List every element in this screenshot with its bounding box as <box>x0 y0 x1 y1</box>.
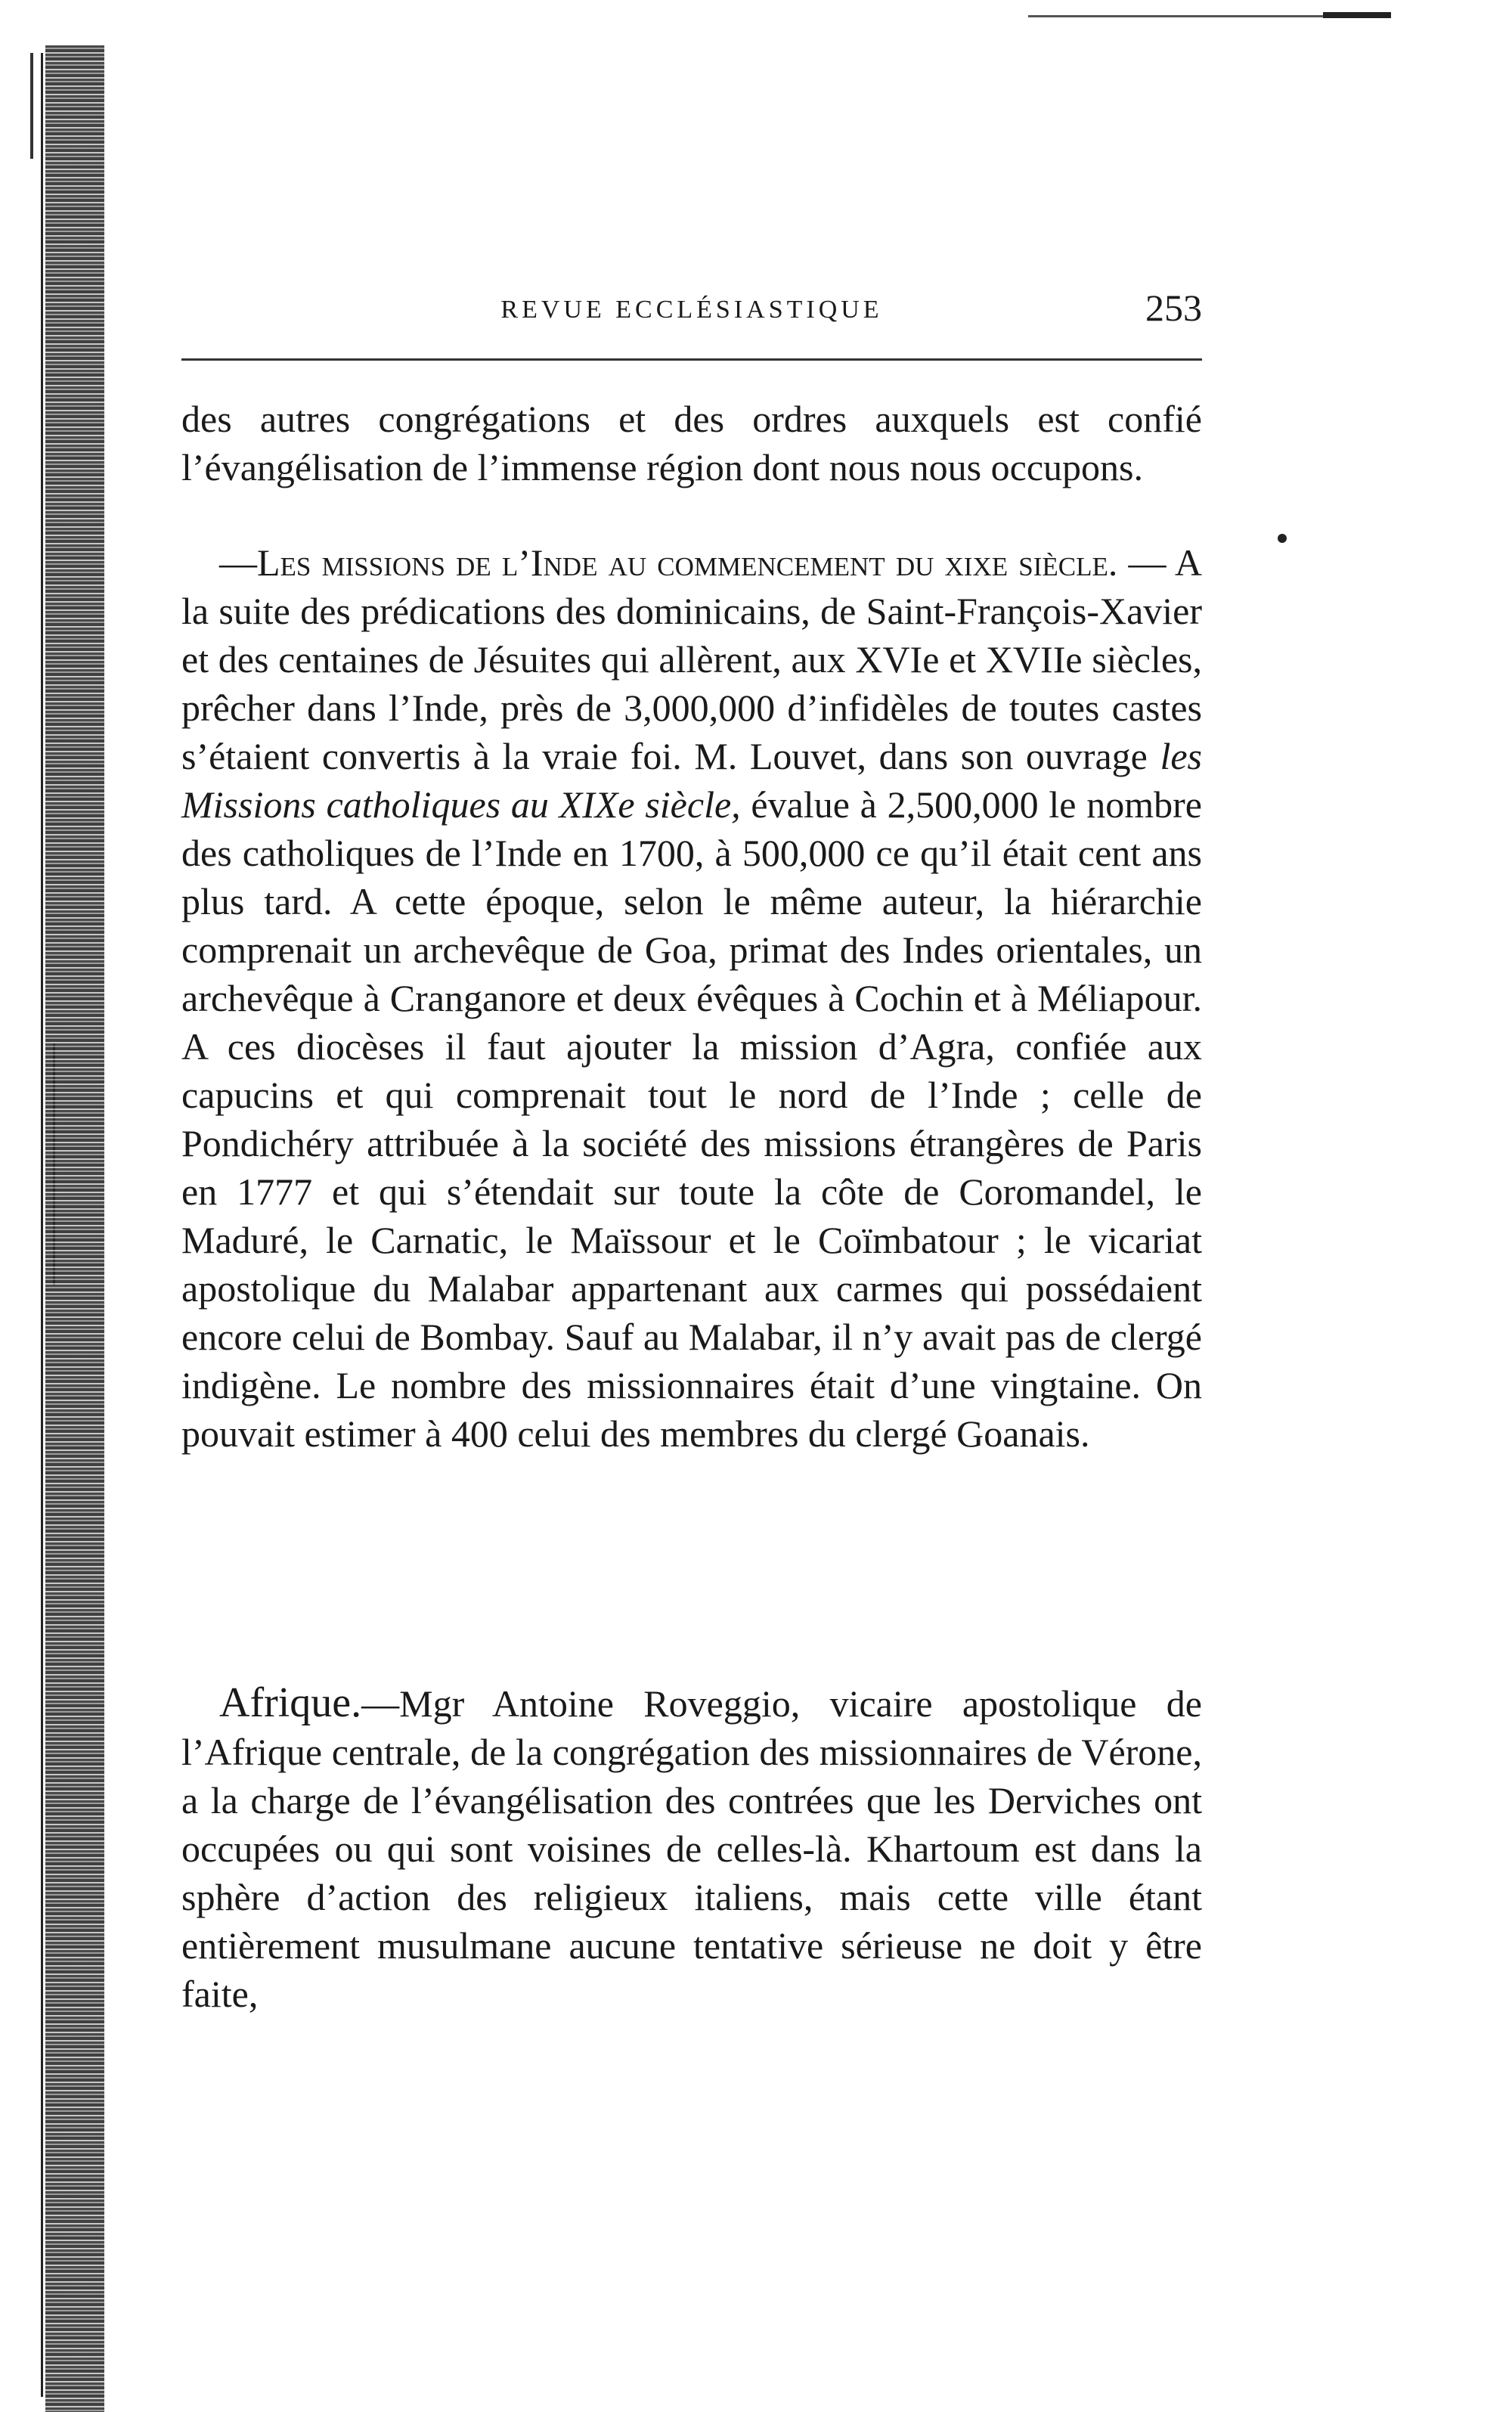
paragraph <box>181 1679 1202 2018</box>
header-rule <box>181 358 1202 361</box>
paragraph <box>181 395 1202 491</box>
paragraph-text: —Mgr Antoine Roveggio, vicaire apostolique de l’Afrique centrale, de la congrégation des missionnaires de Vérone, a la charge de l’évangélisation des contrées que les Derviches ont occupées ou qui sont voisines de celles-là. Khartoum est dans la sphère d’action des religieux italiens, mais cette ville étant entièrement musulmane aucune tentative sérieuse ne doit y être faite, <box>181 1682 1202 2015</box>
page-number: 253 <box>1145 287 1202 329</box>
section-heading: —Les missions de l’Inde au commencement du xixe siècle. <box>219 541 1118 584</box>
paragraph-text: — A la suite des prédications des dominicains, de Saint-François-Xavier et des centaines de Jésuites qui allèrent, aux XVIe et XVIIe siècles, prêcher dans l’Inde, près de 3,000,000 d’infidèles de toutes castes s’étaient convertis à la vraie foi. M. Louvet, dans son ouvrage <box>181 541 1202 777</box>
paragraph <box>181 538 1202 1458</box>
paragraph-text: des autres congrégations et des ordres auxquels est confié l’évangélisation de l’immense région dont nous nous occupons. <box>181 398 1202 488</box>
binding-edge <box>45 45 104 2412</box>
region-heading: Afrique. <box>219 1679 362 1726</box>
running-title: REVUE ECCLÉSIASTIQUE <box>500 296 883 324</box>
ink-mark <box>1278 534 1287 543</box>
cited-work-title: les Missions catholiques au XIXe siècle, <box>181 735 1202 826</box>
binding-edge-line <box>30 53 33 159</box>
running-head <box>181 287 1202 333</box>
top-edge-rule <box>1323 12 1391 18</box>
paragraph-text: évalue à 2,500,000 le nombre des catholiques de l’Inde en 1700, à 500,000 ce qu’il était cent ans plus tard. A cette époque, selon le même auteur, la hiérarchie comprenait un archevêque de Goa, primat des Indes orientales, un archevêque à Cranganore et deux évêques à Cochin et à Méliapour. A ces diocèses il faut ajouter la mission d’Agra, confiée aux capucins et qui comprenait tout le nord de l’Inde ; celle de Pondichéry attribuée à la société des missions étrangères de Paris en 1777 et qui s’étendait sur toute la côte de Coromandel, le Maduré, le Carnatic, le Maïssour et le Coïmbatour ; le vicariat apostolique du Malabar appartenant aux carmes qui possédaient encore celui de Bombay. Sauf au Malabar, il n’y avait pas de clergé indigène. Le nombre des missionnaires était d’une vingtaine. On pouvait estimer à 400 celui des membres du clergé Goanais. <box>181 783 1202 1455</box>
binding-edge-line <box>41 53 43 2397</box>
